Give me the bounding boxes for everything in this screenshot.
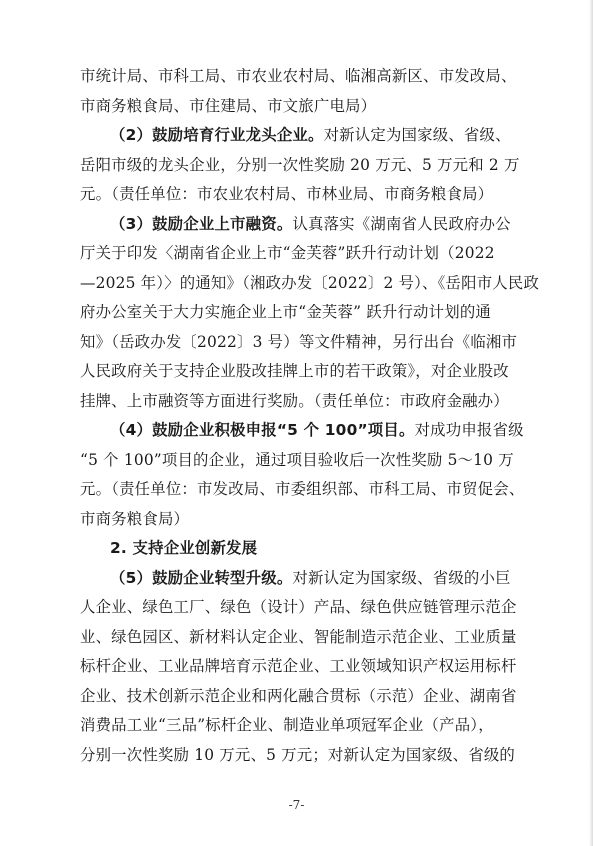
line-text: 岳阳市级的龙头企业，分别一次性奖励 20 万元、5 万元和 2 万 xyxy=(80,155,520,174)
document-body xyxy=(80,62,540,770)
text-line xyxy=(80,652,530,682)
text-line xyxy=(80,357,530,387)
line-text: 市商务粮食局） xyxy=(80,509,190,528)
bold-heading: （3）鼓励企业上市融资。 xyxy=(110,214,293,233)
line-text: 人企业、绿色工厂、绿色（设计）产品、绿色供应链管理示范企 xyxy=(80,598,517,616)
line-text: 对新认定为国家级、省级的小巨 xyxy=(292,568,511,587)
text-line xyxy=(80,564,530,594)
bold-heading: （5）鼓励企业转型升级。 xyxy=(110,568,293,587)
text-line xyxy=(80,623,530,653)
text-line xyxy=(80,298,530,328)
line-text: 元。（责任单位：市农业农村局、市林业局、市商务粮食局） xyxy=(80,185,494,203)
text-line xyxy=(80,416,530,446)
text-line xyxy=(80,269,540,299)
line-text: 人民政府关于支持企业股改挂牌上市的若干政策》，对企业股改 xyxy=(80,362,509,380)
text-line xyxy=(80,446,530,476)
text-line xyxy=(80,505,530,535)
text-line xyxy=(80,534,530,564)
text-line xyxy=(80,475,530,505)
line-text: 标杆企业、工业品牌培育示范企业、工业领域知识产权运用标杆 xyxy=(80,657,517,675)
text-line xyxy=(80,711,530,741)
line-text: 分别一次性奖励 10 万元、5 万元；对新认定为国家级、省级的 xyxy=(80,745,516,764)
line-text: “5 个 100”项目的企业，通过项目验收后一次性奖励 5～10 万 xyxy=(80,450,514,469)
text-line xyxy=(80,682,530,712)
line-text: 企业、技术创新示范企业和两化融合贯标（示范）企业、湖南省 xyxy=(80,686,517,705)
text-line xyxy=(80,121,530,151)
text-line xyxy=(80,210,530,240)
line-text: 认真落实《湖南省人民政府办公 xyxy=(292,214,511,233)
line-text: 对新认定为国家级、省级、 xyxy=(323,126,511,144)
line-text: 市商务粮食局、市住建局、市文旅广电局） xyxy=(80,96,377,115)
bold-heading: 2. 支持企业创新发展 xyxy=(110,539,258,557)
line-text: 业、绿色园区、新材料认定企业、智能制造示范企业、工业质量 xyxy=(80,627,517,646)
line-text: 元。（责任单位：市发改局、市委组织部、市科工局、市贸促会、 xyxy=(80,480,525,498)
line-text: 对成功申报省级 xyxy=(414,421,524,439)
text-line xyxy=(80,151,530,181)
text-line xyxy=(80,180,530,210)
text-line xyxy=(80,328,530,358)
bold-heading: （4）鼓励企业积极申报“5 个 100”项目。 xyxy=(110,421,415,439)
text-line xyxy=(80,593,530,623)
line-text: 挂牌、上市融资等方面进行奖励。（责任单位：市政府金融办） xyxy=(80,391,509,410)
line-text: —2025 年）〉的通知》（湘政办发〔2022〕2 号）、《岳阳市人民政 xyxy=(80,273,540,292)
text-line xyxy=(80,92,530,122)
line-text: 厅关于印发〈湖南省企业上市“金芙蓉”跃升行动计划（2022 xyxy=(80,244,495,262)
line-text: 市统计局、市科工局、市农业农村局、临湘高新区、市发改局、 xyxy=(80,67,517,85)
text-line xyxy=(80,62,530,92)
line-text: 消费品工业“三品”标杆企业、制造业单项冠军企业（产品）， xyxy=(80,716,494,734)
scan-edge-shadow xyxy=(589,0,593,846)
text-line xyxy=(80,239,530,269)
text-line xyxy=(80,387,530,417)
bold-heading: （2）鼓励培育行业龙头企业。 xyxy=(110,126,324,144)
line-text: 府办公室关于大力实施企业上市“金芙蓉” 跃升行动计划的通 xyxy=(80,303,491,321)
line-text: 知》（岳政办发〔2022〕3 号）等文件精神，另行出台《临湘市 xyxy=(80,332,518,351)
page-number: -7- xyxy=(288,798,305,812)
text-line xyxy=(80,741,530,771)
